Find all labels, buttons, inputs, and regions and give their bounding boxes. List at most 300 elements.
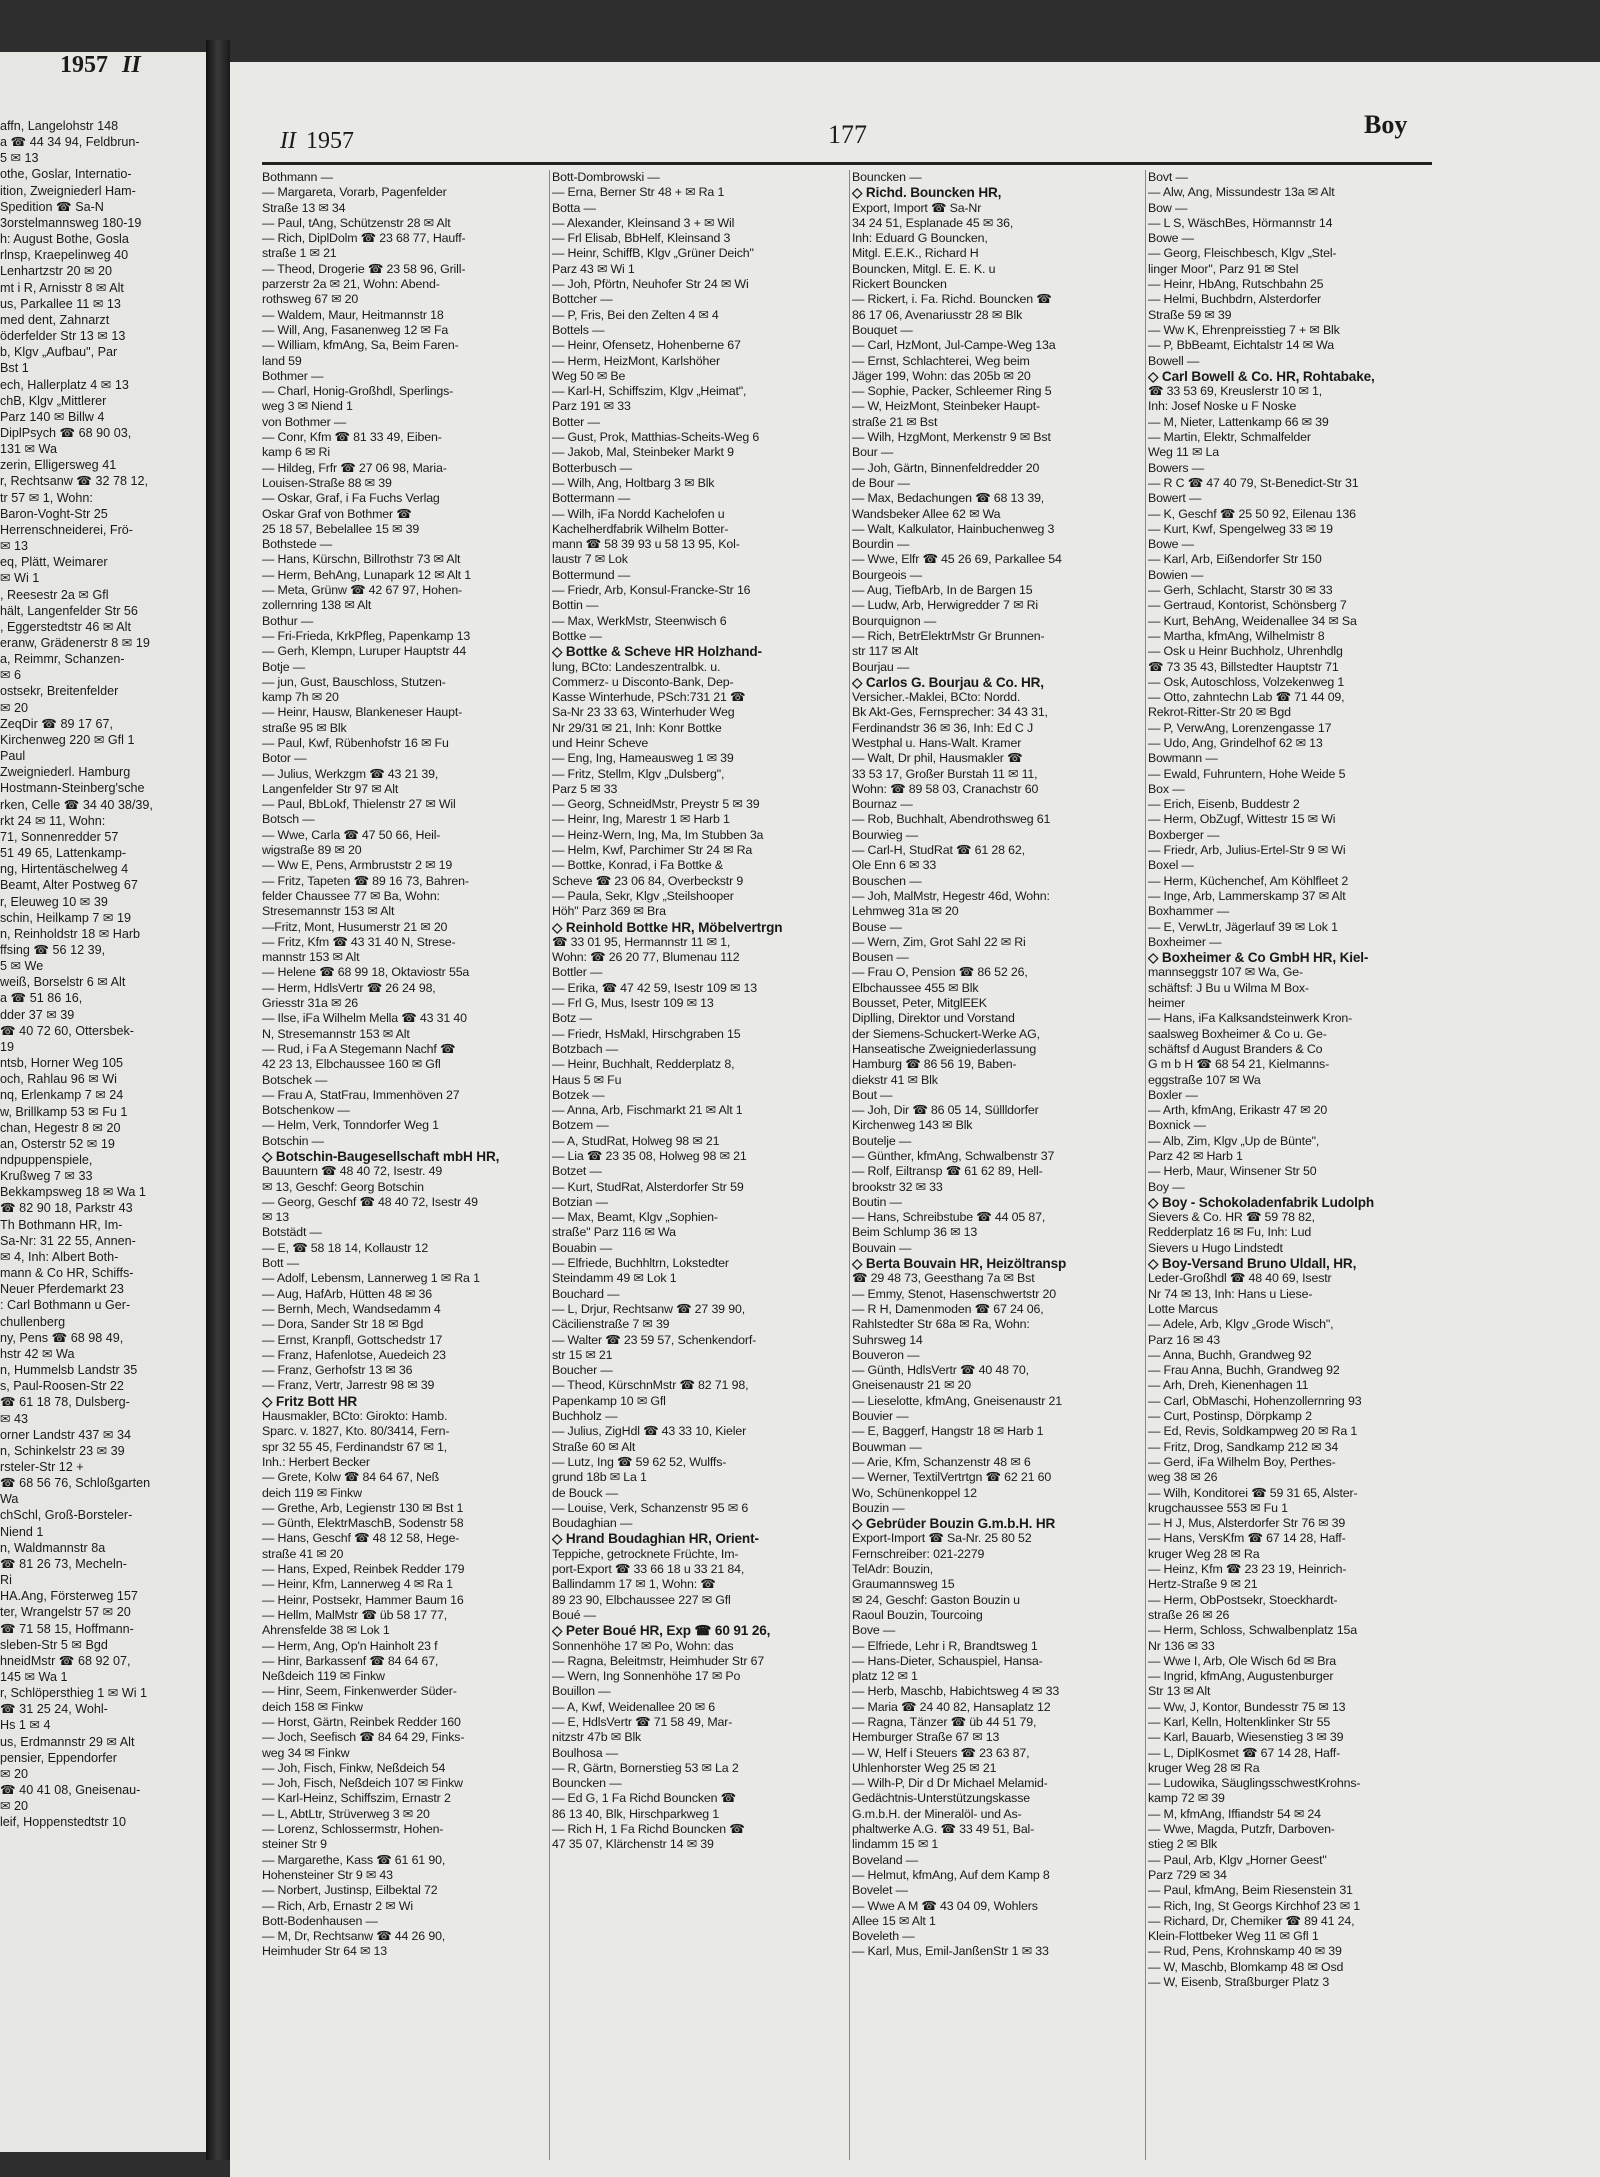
directory-entry-line: saalsweg Boxheimer & Co u. Ge- <box>1148 1026 1327 1041</box>
directory-entry-line: platz 12 ✉ 1 <box>852 1669 918 1684</box>
directory-entry-line: Weg 50 ✉ Be <box>552 368 626 383</box>
directory-entry-line: Bourquignon — <box>852 613 937 628</box>
directory-entry-line: Bothstede — <box>262 537 332 552</box>
directory-entry-line: ✉ 13 <box>262 1210 290 1225</box>
left-page-line: Baron-Voght-Str 25 <box>0 506 108 521</box>
directory-entry-line: stieg 2 ✉ Blk <box>1148 1837 1218 1852</box>
directory-column-1 <box>262 170 546 1960</box>
left-page-line: mann & Co HR, Schiffs- <box>0 1266 134 1281</box>
directory-entry-line: Botsch — <box>262 812 315 827</box>
directory-entry-line: — Elfriede, Buchhltrn, Lokstedter <box>552 1256 729 1271</box>
left-page-line: ffsing ☎ 56 12 39, <box>0 942 106 957</box>
directory-entry-line: Bouvier — <box>852 1409 909 1424</box>
directory-column-4 <box>1148 170 1440 1990</box>
directory-entry-line: — Lutz, Ing ☎ 59 62 52, Wulffs- <box>552 1454 727 1469</box>
directory-entry-line: Parz 191 ✉ 33 <box>552 399 631 414</box>
directory-entry-line: Jäger 199, Wohn: das 205b ✉ 20 <box>852 368 1031 383</box>
directory-entry-line: — Adolf, Lebensm, Lannerweg 1 ✉ Ra 1 <box>262 1271 480 1286</box>
directory-entry-line: Boudaghian — <box>552 1516 633 1531</box>
directory-entry-line: Bowers — <box>1148 460 1204 475</box>
directory-entry-line: Bottermund — <box>552 567 631 582</box>
directory-entry-line: Uhlenhorster Weg 25 ✉ 21 <box>852 1760 997 1775</box>
directory-entry-line: — Rolf, Eiltransp ☎ 61 62 89, Hell- <box>852 1164 1043 1179</box>
directory-entry-line: — Maria ☎ 24 40 82, Hansaplatz 12 <box>852 1699 1051 1714</box>
directory-entry-line: — Ragna, Beleitmstr, Heimhuder Str 67 <box>552 1653 765 1668</box>
directory-entry-line: Kirchenweg 143 ✉ Blk <box>852 1118 973 1133</box>
directory-entry-line: — Friedr, HsMakl, Hirschgraben 15 <box>552 1026 741 1041</box>
directory-entry-line: — Paul, kfmAng, Beim Riesenstein 31 <box>1148 1883 1353 1898</box>
left-page-line: leif, Hoppenstedtstr 10 <box>0 1815 127 1830</box>
left-page-line: ☎ 40 41 08, Gneisenau- <box>0 1783 141 1798</box>
directory-entry-line: — Wwe, Elfr ☎ 45 26 69, Parkallee 54 <box>852 552 1062 567</box>
directory-entry-line: — Wern, Zim, Grot Sahl 22 ✉ Ri <box>852 934 1026 949</box>
left-page-line: Zweigniederl. Hamburg <box>0 765 131 780</box>
left-page-line: Ri <box>0 1573 12 1588</box>
directory-entry-line: — W, Eisenb, Straßburger Platz 3 <box>1148 1975 1330 1990</box>
directory-entry-line: 42 23 13, Elbchaussee 160 ✉ Gfl <box>262 1057 441 1072</box>
left-page-line: ✉ 20 <box>0 1799 29 1814</box>
directory-entry-line: phaltwerke A.G. ☎ 33 49 51, Bal- <box>852 1822 1035 1837</box>
directory-entry-line: — Franz, Hafenlotse, Auedeich 23 <box>262 1347 446 1362</box>
directory-entry-line: Teppiche, getrocknete Früchte, Im- <box>552 1546 739 1561</box>
directory-entry-line: weg 34 ✉ Finkw <box>262 1745 350 1760</box>
directory-entry-line: Botschenkow — <box>262 1103 350 1118</box>
directory-entry-line: — Rich H, 1 Fa Richd Bouncken ☎ <box>552 1822 745 1837</box>
directory-entry-line: — Herm, HdlsVertr ☎ 26 24 98, <box>262 980 436 995</box>
directory-entry-line: Bournaz — <box>852 797 913 812</box>
directory-entry-line: Neßdeich 119 ✉ Finkw <box>262 1669 385 1684</box>
left-page-line: Krußweg 7 ✉ 33 <box>0 1169 93 1184</box>
left-page-line: Hs 1 ✉ 4 <box>0 1718 51 1733</box>
directory-entry-line: heimer <box>1148 996 1185 1011</box>
directory-entry-line: Bk Akt-Ges, Fernsprecher: 34 43 31, <box>852 705 1048 720</box>
left-page-line: Parz 140 ✉ Billw 4 <box>0 409 105 424</box>
directory-entry-line: — Rob, Buchhalt, Abendrothsweg 61 <box>852 812 1051 827</box>
directory-entry-line: — Erna, Berner Str 48 + ✉ Ra 1 <box>552 185 725 200</box>
directory-entry-line: — Karl, Bauarb, Wiesenstieg 3 ✉ 39 <box>1148 1730 1344 1745</box>
directory-entry-line: Inh: Eduard G Bouncken, <box>852 231 988 246</box>
directory-entry-line: — Horst, Gärtn, Reinbek Redder 160 <box>262 1714 461 1729</box>
left-page-line: 5 ✉ 13 <box>0 151 39 166</box>
directory-entry-line: — Gust, Prok, Matthias-Scheits-Weg 6 <box>552 430 760 445</box>
directory-entry-line: ◇ Richd. Bouncken HR, <box>852 185 1002 201</box>
directory-entry-line: — Herm, HeizMont, Karlshöher <box>552 353 720 368</box>
directory-entry-line: — Heinr, HbAng, Rutschbahn 25 <box>1148 277 1324 292</box>
directory-entry-line: — Ed, Revis, Soldkampweg 20 ✉ Ra 1 <box>1148 1424 1358 1439</box>
left-page-line: DiplPsych ☎ 68 90 03, <box>0 425 132 440</box>
directory-entry-line: Bousen — <box>852 950 909 965</box>
directory-entry-line: Papenkamp 10 ✉ Gfl <box>552 1393 666 1408</box>
directory-entry-line: — Fritz, Stellm, Klgv „Dulsberg", <box>552 766 725 781</box>
directory-entry-line: — Max, Beamt, Klgv „Sophien- <box>552 1210 718 1225</box>
directory-entry-line: straße" Parz 116 ✉ Wa <box>552 1225 676 1240</box>
directory-entry-line: — Elfriede, Lehr i R, Brandtsweg 1 <box>852 1638 1038 1653</box>
directory-entry-line: Bott-Dombrowski — <box>552 170 660 184</box>
directory-entry-line: — Wern, Ing Sonnenhöhe 17 ✉ Po <box>552 1669 741 1684</box>
directory-entry-line: — A, StudRat, Holweg 98 ✉ 21 <box>552 1133 720 1148</box>
left-page-line: rsteler-Str 12 + <box>0 1459 84 1474</box>
directory-entry-line: ◇ Botschin-Baugesellschaft mbH HR, <box>262 1149 500 1164</box>
left-page-line: rlnsp, Kraepelinweg 40 <box>0 248 129 263</box>
directory-entry-line: — Paul, Kwf, Rübenhofstr 16 ✉ Fu <box>262 735 449 750</box>
directory-entry-line: der Siemens-Schuckert-Werke AG, <box>852 1026 1040 1041</box>
directory-entry-line: Inh.: Herbert Becker <box>262 1454 370 1469</box>
left-page-line: öderfelder Str 13 ✉ 13 <box>0 329 126 344</box>
directory-entry-line: — Hans, Kürschn, Billrothstr 73 ✉ Alt <box>262 552 461 567</box>
directory-entry-line: straße 26 ✉ 26 <box>1148 1607 1230 1622</box>
directory-entry-line: Botz — <box>552 1011 592 1026</box>
directory-entry-line: — Wilh, HzgMont, Merkenstr 9 ✉ Bst <box>852 430 1051 445</box>
directory-entry-line: — Karl, Mus, Emil-JanßenStr 1 ✉ 33 <box>852 1944 1049 1959</box>
left-page-line: zerin, Elligersweg 41 <box>0 458 117 473</box>
directory-entry-line: — Fritz, Drog, Sandkamp 212 ✉ 34 <box>1148 1439 1339 1454</box>
directory-entry-line: Gneisenaustr 21 ✉ 20 <box>852 1378 971 1393</box>
left-page-line: ☎ 81 26 73, Mecheln- <box>0 1556 128 1571</box>
directory-entry-line: Boucher — <box>552 1363 613 1378</box>
directory-entry-line: Gedächtnis-Unterstützungskasse <box>852 1791 1031 1806</box>
directory-entry-line: — Curt, Postinsp, Dörpkamp 2 <box>1148 1409 1312 1424</box>
left-page-line: ☎ 68 56 76, Schloßgarten <box>0 1476 151 1491</box>
directory-entry-line: ✉ 13, Geschf: Georg Botschin <box>262 1179 424 1194</box>
directory-entry-line: Bouillon — <box>552 1684 611 1699</box>
directory-entry-line: — William, kfmAng, Sa, Beim Faren- <box>262 338 459 353</box>
directory-entry-line: — L, DiplKosmet ☎ 67 14 28, Haff- <box>1148 1745 1341 1760</box>
left-page-line: h: August Bothe, Gosla <box>0 232 129 247</box>
directory-entry-line: — Theod, Drogerie ☎ 23 58 96, Grill- <box>262 261 466 276</box>
directory-entry-line: 86 17 06, Avenariusstr 28 ✉ Blk <box>852 307 1023 322</box>
directory-entry-line: — Charl, Honig-Großhdl, Sperlings- <box>262 384 454 399</box>
directory-entry-line: Bouse — <box>852 919 902 934</box>
directory-entry-line: — Hans-Dieter, Schauspiel, Hansa- <box>852 1653 1043 1668</box>
directory-entry-line: — Ingrid, kfmAng, Augustenburger <box>1148 1669 1334 1684</box>
left-page-line: r, Eleuweg 10 ✉ 39 <box>0 894 108 909</box>
left-page-line: an, Osterstr 52 ✉ 19 <box>0 1136 115 1151</box>
left-page-line: ng, Hirtentäschelweg 4 <box>0 862 129 877</box>
directory-entry-line: Bourdin — <box>852 537 910 552</box>
directory-entry-line: — Max, Bedachungen ☎ 68 13 39, <box>852 491 1045 506</box>
directory-entry-line: Lotte Marcus <box>1148 1301 1218 1316</box>
directory-entry-line: Klein-Flottbeker Weg 11 ✉ Gfl 1 <box>1148 1929 1319 1944</box>
directory-entry-line: Botzet — <box>552 1164 602 1179</box>
directory-entry-line: — Conr, Kfm ☎ 81 33 49, Eiben- <box>262 430 442 445</box>
directory-entry-line: — Hans, VersKfm ☎ 67 14 28, Haff- <box>1148 1531 1346 1546</box>
directory-entry-line: — Kurt, StudRat, Alsterdorfer Str 59 <box>552 1179 744 1194</box>
directory-entry-line: — Kurt, Kwf, Spengelweg 33 ✉ 19 <box>1148 521 1333 536</box>
directory-entry-line: TelAdr: Bouzin, <box>852 1562 934 1577</box>
directory-entry-line: — Hinr, Barkassenf ☎ 84 64 67, <box>262 1653 439 1668</box>
directory-entry-line: — Wwe, Carla ☎ 47 50 66, Heil- <box>262 827 441 842</box>
directory-entry-line: — E, VerwLtr, Jägerlauf 39 ✉ Lok 1 <box>1148 919 1338 934</box>
left-page-line: : Carl Bothmann u Ger- <box>0 1298 131 1313</box>
directory-entry-line: — Sophie, Packer, Schleemer Ring 5 <box>852 384 1052 399</box>
directory-entry-line: Bowien — <box>1148 567 1204 582</box>
directory-entry-line: Ferdinandstr 36 ✉ 36, Inh: Ed C J <box>852 720 1034 735</box>
left-page-line: pensier, Eppendorfer <box>0 1750 117 1765</box>
directory-entry-line: Bowmann — <box>1148 751 1218 766</box>
directory-entry-line: — R, Gärtn, Bornerstieg 53 ✉ La 2 <box>552 1760 739 1775</box>
directory-entry-line: — Joh, Fisch, Finkw, Neßdeich 54 <box>262 1760 446 1775</box>
directory-entry-line: — Lieselotte, kfmAng, Gneisenaustr 21 <box>852 1393 1063 1408</box>
directory-entry-line: — Heinz-Wern, Ing, Ma, Im Stubben 3a <box>552 827 764 842</box>
directory-entry-line: ◇ Bottke & Scheve HR Holzhand- <box>552 644 762 660</box>
directory-entry-line: — Jakob, Mal, Steinbeker Markt 9 <box>552 445 734 460</box>
directory-entry-line: Bouncken — <box>552 1776 622 1791</box>
directory-entry-line: ◇ Fritz Bott HR <box>262 1393 358 1409</box>
directory-entry-line: — L, AbtLtr, Strüverweg 3 ✉ 20 <box>262 1806 430 1821</box>
directory-entry-line: Nr 29/31 ✉ 21, Inh: Konr Bottke <box>552 720 722 735</box>
directory-entry-line: — Eng, Ing, Hameausweg 1 ✉ 39 <box>552 751 734 766</box>
directory-entry-line: de Bouck — <box>552 1485 618 1500</box>
left-page-line: ndpuppenspiele, <box>0 1153 93 1167</box>
left-page-line: 145 ✉ Wa 1 <box>0 1670 68 1684</box>
directory-entry-line: — Gerh, Schlacht, Starstr 30 ✉ 33 <box>1148 583 1333 598</box>
directory-entry-line: Straße 59 ✉ 39 <box>1148 307 1232 322</box>
directory-entry-line: — E, HdlsVertr ☎ 71 58 49, Mar- <box>552 1714 733 1729</box>
directory-entry-line: Leder-Großhdl ☎ 48 40 69, Isestr <box>1148 1271 1332 1286</box>
directory-entry-line: parzerstr 2a ✉ 21, Wohn: Abend- <box>262 277 440 292</box>
directory-entry-line: und Heinr Scheve <box>552 735 649 750</box>
directory-entry-line: Bothmer — <box>262 368 324 383</box>
directory-entry-line: mannseggstr 107 ✉ Wa, Ge- <box>1148 965 1303 980</box>
directory-entry-line: — Arth, kfmAng, Erikastr 47 ✉ 20 <box>1148 1103 1328 1118</box>
directory-entry-line: — Gertraud, Kontorist, Schönsberg 7 <box>1148 598 1347 613</box>
directory-entry-line: — Emmy, Stenot, Hasenschwertstr 20 <box>852 1286 1057 1301</box>
directory-entry-line: felder Chaussee 77 ✉ Ba, Wohn: <box>262 888 440 903</box>
directory-entry-line: Bow — <box>1148 200 1188 215</box>
directory-entry-line: brookstr 32 ✉ 33 <box>852 1179 943 1194</box>
left-page-line: nq, Erlenkamp 7 ✉ 24 <box>0 1088 124 1103</box>
directory-entry-line: Mitgl. E.E.K., Richard H <box>852 246 979 261</box>
directory-entry-line: Botschek — <box>262 1072 328 1087</box>
directory-entry-line: — Heinr, Postsekr, Hammer Baum 16 <box>262 1592 464 1607</box>
directory-entry-line: — Helm, Verk, Tonndorfer Weg 1 <box>262 1118 439 1133</box>
directory-entry-line: — Wilh-P, Dir d Dr Michael Melamid- <box>852 1776 1048 1791</box>
directory-entry-line: — Joch, Seefisch ☎ 84 64 29, Finks- <box>262 1730 465 1745</box>
directory-entry-line: — L, Drjur, Rechtsanw ☎ 27 39 90, <box>552 1301 745 1316</box>
directory-entry-line: — Herm, Küchenchef, Am Köhlfleet 2 <box>1148 873 1349 888</box>
directory-entry-line: Straße 60 ✉ Alt <box>552 1439 636 1454</box>
left-page-line: ny, Pens ☎ 68 98 49, <box>0 1330 124 1345</box>
left-page-line: ✉ 6 <box>0 668 22 683</box>
directory-entry-line: — Paula, Sekr, Klgv „Steilshooper <box>552 888 734 903</box>
directory-entry-line: — Erich, Eisenb, Buddestr 2 <box>1148 797 1300 812</box>
directory-entry-line: Commerz- u Disconto-Bank, Dep- <box>552 674 734 689</box>
directory-entry-line: — Rich, BetrElektrMstr Gr Brunnen- <box>852 628 1045 643</box>
left-page-line: s, Paul-Roosen-Str 22 <box>0 1379 124 1394</box>
directory-entry-line: schäftsf: J Bu u Wilma M Box- <box>1148 980 1309 995</box>
book-gutter <box>206 40 230 2160</box>
directory-entry-line: port-Export ☎ 33 66 18 u 33 21 84, <box>552 1562 745 1577</box>
left-page-line: rkt 24 ✉ 11, Wohn: <box>0 813 106 828</box>
directory-entry-line: Bouschen — <box>852 873 922 888</box>
directory-entry-line: — Rud, Pens, Krohnskamp 40 ✉ 39 <box>1148 1944 1342 1959</box>
left-page-line: 19 <box>0 1039 15 1054</box>
directory-entry-line: — Georg, SchneidMstr, Preystr 5 ✉ 39 <box>552 797 760 812</box>
directory-entry-line: Ballindamm 17 ✉ 1, Wohn: ☎ <box>552 1577 716 1592</box>
directory-entry-line: — Hans, Geschf ☎ 48 12 58, Hege- <box>262 1531 460 1546</box>
directory-entry-line: Bouzin — <box>852 1500 905 1515</box>
directory-entry-line: wigstraße 89 ✉ 20 <box>262 843 362 858</box>
directory-entry-line: Bauuntern ☎ 48 40 72, Isestr. 49 <box>262 1164 443 1179</box>
directory-entry-line: Cäcilienstraße 7 ✉ 39 <box>552 1317 670 1332</box>
header-year: 1957 <box>305 128 354 154</box>
directory-entry-line: Westphal u. Hans-Walt. Kramer <box>852 735 1022 750</box>
directory-entry-line: kruger Weg 28 ✉ Ra <box>1148 1760 1260 1775</box>
directory-entry-line: Bowe — <box>1148 537 1194 552</box>
directory-entry-line: — Rickert, i. Fa. Richd. Bouncken ☎ <box>852 292 1052 307</box>
directory-entry-line: Bour — <box>852 445 894 460</box>
directory-entry-line: Rahlstedter Str 68a ✉ Ra, Wohn: <box>852 1317 1030 1332</box>
directory-entry-line: — Bottke, Konrad, i Fa Bottke & <box>552 858 723 873</box>
directory-entry-line: —Fritz, Mont, Husumerstr 21 ✉ 20 <box>262 919 448 934</box>
left-page-line: ☎ 31 25 24, Wohl- <box>0 1702 108 1717</box>
left-page-line: chB, Klgv „Mittlerer <box>0 393 107 408</box>
directory-entry-line: — Frau A, StatFrau, Immenhöven 27 <box>262 1087 460 1102</box>
directory-entry-line: Boy — <box>1148 1179 1185 1194</box>
directory-entry-line: Parz 16 ✉ 43 <box>1148 1332 1220 1347</box>
directory-entry-line: Ole Enn 6 ✉ 33 <box>852 858 937 873</box>
directory-entry-line: Nr 136 ✉ 33 <box>1148 1638 1215 1653</box>
directory-entry-line: — R H, Damenmoden ☎ 67 24 06, <box>852 1301 1044 1316</box>
directory-entry-line: — Rich, DiplDolm ☎ 23 68 77, Hauff- <box>262 231 466 246</box>
directory-entry-line: Wohn: ☎ 26 20 77, Blumenau 112 <box>552 950 740 965</box>
directory-entry-line: linger Moor", Parz 91 ✉ Stel <box>1148 261 1299 276</box>
directory-entry-line: Boxler — <box>1148 1087 1198 1102</box>
left-page-line: 51 49 65, Lattenkamp- <box>0 846 127 861</box>
directory-entry-line: Hertz-Straße 9 ✉ 21 <box>1148 1577 1258 1592</box>
directory-entry-line: weg 38 ✉ 26 <box>1148 1470 1218 1485</box>
directory-entry-line: G m b H ☎ 68 54 21, Kielmanns- <box>1148 1057 1330 1072</box>
left-page-line: Niend 1 <box>0 1524 44 1539</box>
directory-entry-line: — Max, WerkMstr, Steenwisch 6 <box>552 613 727 628</box>
directory-entry-line: Bothur — <box>262 613 314 628</box>
directory-entry-line: — Adele, Arb, Klgv „Grode Wisch", <box>1148 1317 1334 1332</box>
directory-entry-line: Hamburg ☎ 86 56 19, Baben- <box>852 1057 1017 1072</box>
directory-entry-line: — Karl-H, Schiffszim, Klgv „Heimat", <box>552 384 747 399</box>
left-page-line: med dent, Zahnarzt <box>0 312 110 327</box>
directory-entry-line: — Frl G, Mus, Isestr 109 ✉ 13 <box>552 996 714 1011</box>
left-page-line: ✉ 13 <box>0 539 29 554</box>
directory-entry-line: — Friedr, Arb, Julius-Ertel-Str 9 ✉ Wi <box>1148 843 1346 858</box>
directory-entry-line: kamp 6 ✉ Ri <box>262 445 330 460</box>
directory-entry-line: Bouwman — <box>852 1439 922 1454</box>
directory-entry-line: — Kurt, BehAng, Weidenallee 34 ✉ Sa <box>1148 613 1357 628</box>
directory-entry-line: Bourwieg — <box>852 827 918 842</box>
directory-entry-line: — Fritz, Tapeten ☎ 89 16 73, Bahren- <box>262 873 469 888</box>
directory-entry-line: de Bour — <box>852 475 910 490</box>
directory-entry-line: — Friedr, Arb, Konsul-Francke-Str 16 <box>552 583 751 598</box>
directory-entry-line: Boulhosa — <box>552 1745 619 1760</box>
directory-entry-line: Str 13 ✉ Alt <box>1148 1684 1211 1699</box>
directory-entry-line: weg 3 ✉ Niend 1 <box>262 399 353 414</box>
directory-entry-line: Botterbusch — <box>552 460 633 475</box>
directory-entry-line: — Carl-H, StudRat ☎ 61 28 62, <box>852 843 1025 858</box>
directory-entry-line: schäftsf d August Branders & Co <box>1148 1041 1323 1056</box>
directory-entry-line: Botta — <box>552 200 596 215</box>
directory-entry-line: Bottke — <box>552 628 602 643</box>
directory-entry-line: Botje — <box>262 659 306 674</box>
directory-entry-line: — Julius, Werkzgm ☎ 43 21 39, <box>262 766 439 781</box>
left-page-line: affn, Langelohstr 148 <box>0 119 119 133</box>
column-divider <box>1145 170 1146 2160</box>
left-page-text-column <box>0 118 208 1831</box>
directory-entry-line: — Wwe, Magda, Putzfr, Darboven- <box>1148 1822 1335 1837</box>
directory-entry-line: Bove — <box>852 1623 896 1638</box>
directory-entry-line: Botzbach — <box>552 1041 618 1056</box>
directory-entry-line: Parz 42 ✉ Harb 1 <box>1148 1149 1243 1163</box>
directory-entry-line: Bottin — <box>552 598 599 613</box>
left-page-line: 71, Sonnenredder 57 <box>0 829 119 844</box>
directory-entry-line: ◇ Hrand Boudaghian HR, Orient- <box>552 1531 759 1547</box>
left-page-line: , Eggerstedtstr 46 ✉ Alt <box>0 619 131 634</box>
directory-entry-line: — Grete, Kolw ☎ 84 64 67, Neß <box>262 1470 440 1485</box>
directory-entry-line: ◇ Boy-Versand Bruno Uldall, HR, <box>1148 1256 1357 1272</box>
left-page-line: ✉ 20 <box>0 1766 29 1781</box>
directory-entry-line: — Margarethe, Kass ☎ 61 61 90, <box>262 1852 446 1867</box>
directory-entry-line: Bovelet — <box>852 1883 908 1898</box>
directory-entry-line: Rekrot-Ritter-Str 20 ✉ Bgd <box>1148 705 1291 720</box>
directory-entry-line: — Herm, ObPostsekr, Stoeckhardt- <box>1148 1592 1338 1607</box>
left-page-line: mt i R, Arnisstr 8 ✉ Alt <box>0 280 124 295</box>
directory-entry-line: Boutelje — <box>852 1133 912 1148</box>
directory-entry-line: — Wilh, Konditorei ☎ 59 31 65, Alster- <box>1148 1485 1358 1500</box>
directory-entry-line: Sa-Nr 23 33 63, Winterhuder Weg <box>552 705 735 720</box>
directory-entry-line: — Walt, Dr phil, Hausmakler ☎ <box>852 751 1023 766</box>
directory-entry-line: Box — <box>1148 781 1185 796</box>
left-page-line: Neuer Pferdemarkt 23 <box>0 1282 124 1297</box>
directory-entry-line: Heimhuder Str 64 ✉ 13 <box>262 1944 388 1959</box>
directory-entry-line: Bowell — <box>1148 353 1200 368</box>
left-page-line: och, Rahlau 96 ✉ Wi <box>0 1072 117 1087</box>
directory-entry-line: — Georg, Fleischbesch, Klgv „Stel- <box>1148 246 1337 261</box>
directory-entry-line: — Arie, Kfm, Schanzenstr 48 ✉ 6 <box>852 1454 1031 1469</box>
directory-entry-line: straße 21 ✉ Bst <box>852 414 938 429</box>
directory-entry-line: — Heinr, SchiffB, Klgv „Grüner Deich" <box>552 246 754 261</box>
left-page-line: othe, Goslar, Internatio- <box>0 167 132 182</box>
directory-column-2 <box>552 170 848 1853</box>
directory-entry-line: Kachelherdfabrik Wilhelm Botter- <box>552 521 729 536</box>
directory-entry-line: — Ed G, 1 Fa Richd Bouncken ☎ <box>552 1791 736 1806</box>
directory-entry-line: — Waldem, Maur, Heitmannstr 18 <box>262 307 444 322</box>
left-page-roman: II <box>122 52 141 78</box>
directory-entry-line: Botzem — <box>552 1118 609 1133</box>
directory-entry-line: — Hildeg, Frfr ☎ 27 06 98, Maria- <box>262 460 447 475</box>
left-page-line: Sa-Nr: 31 22 55, Annen- <box>0 1233 136 1248</box>
directory-entry-line: Ahrensfelde 38 ✉ Lok 1 <box>262 1623 390 1638</box>
directory-entry-line: ✉ 24, Geschf: Gaston Bouzin u <box>852 1592 1020 1607</box>
directory-entry-line: — Herm, BehAng, Lunapark 12 ✉ Alt 1 <box>262 567 472 582</box>
left-page-line: ZeqDir ☎ 89 17 67, <box>0 716 113 731</box>
directory-entry-line: Straße 13 ✉ 34 <box>262 200 346 215</box>
directory-entry-line: — Rich, Ing, St Georgs Kirchhof 23 ✉ 1 <box>1148 1898 1360 1913</box>
left-page-line: r, Rechtsanw ☎ 32 78 12, <box>0 474 149 489</box>
left-page-header <box>60 52 141 79</box>
directory-entry-line: — Herb, Maur, Winsener Str 50 <box>1148 1164 1317 1179</box>
directory-entry-line: Oskar Graf von Bothmer ☎ <box>262 506 412 521</box>
directory-entry-line: — Joh, Gärtn, Binnenfeldredder 20 <box>852 460 1040 475</box>
directory-entry-line: Suhrsweg 14 <box>852 1332 923 1347</box>
directory-entry-line: — Paul, BbLokf, Thielenstr 27 ✉ Wil <box>262 797 456 812</box>
directory-entry-line: Bourjau — <box>852 659 910 674</box>
left-page-line: chan, Hegestr 8 ✉ 20 <box>0 1120 121 1135</box>
directory-entry-line: Rickert Bouncken <box>852 277 947 292</box>
directory-entry-line: kamp 72 ✉ 39 <box>1148 1791 1225 1806</box>
directory-entry-line: ◇ Boxheimer & Co GmbH HR, Kiel- <box>1148 950 1369 966</box>
directory-entry-line: Parz 5 ✉ 33 <box>552 781 618 796</box>
directory-entry-line: — Alw, Ang, Missundestr 13a ✉ Alt <box>1148 185 1335 200</box>
directory-entry-line: Bouchard — <box>552 1286 620 1301</box>
left-page-line: 5 ✉ We <box>0 959 44 974</box>
